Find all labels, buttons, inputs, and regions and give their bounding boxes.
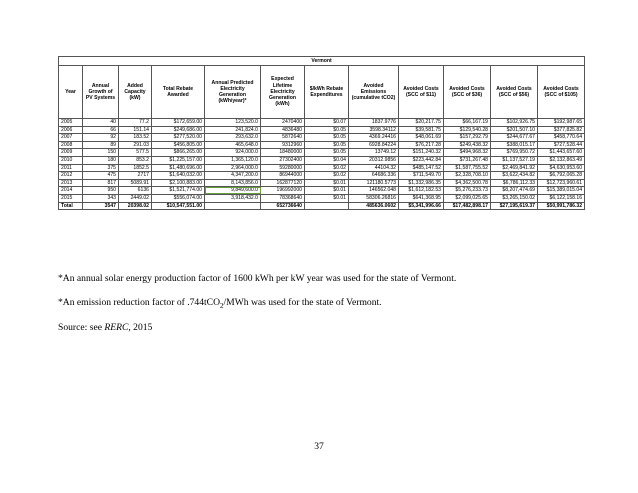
table-cell: 4369.24416 <box>349 134 399 142</box>
table-cell: $0.05 <box>305 134 349 142</box>
table-cell: 20312.9856 <box>349 156 399 164</box>
total-cell: $50,991,786.32 <box>538 202 585 210</box>
table-cell: 2014 <box>59 187 83 195</box>
column-header: Expected Lifetime Electricity Generation (kWh) <box>261 66 305 119</box>
table-cell: 9312960 <box>261 141 305 149</box>
table-cell: 2010 <box>59 156 83 164</box>
table-cell: $6,792,065.28 <box>538 172 585 180</box>
table-cell: $1,137,527.19 <box>491 156 538 164</box>
table-cell: $249,438.32 <box>444 141 491 149</box>
table-cell: 2011 <box>59 164 83 172</box>
table-cell: 1,365,120.0 <box>205 156 261 164</box>
column-header: Avoided Costs (SCC of $36) <box>444 66 491 119</box>
table-cell: 1837.9776 <box>349 119 399 127</box>
table-cell: 924,000.0 <box>205 149 261 157</box>
total-cell: $10,547,551.00 <box>152 202 205 210</box>
table-cell: 6928.84224 <box>349 141 399 149</box>
table-cell: 2,964,000.0 <box>205 164 261 172</box>
table-cell: 27302400 <box>261 156 305 164</box>
table-cell: $0.04 <box>305 156 349 164</box>
table-cell: $1,225,157.00 <box>152 156 205 164</box>
emission-note-text: *An emission reduction factor of .744tCO <box>58 297 220 308</box>
table-cell: $1,443,657.60 <box>538 149 585 157</box>
table-cell: 3598.34112 <box>349 126 399 134</box>
table-cell: $388,015.17 <box>491 141 538 149</box>
table-row <box>59 164 585 172</box>
table-cell: $6,122,158.16 <box>538 194 585 202</box>
table-cell: $485,147.52 <box>399 164 444 172</box>
column-header: Annual Predicted Electricity Generation (kWh/year)* <box>205 66 261 119</box>
total-cell <box>305 202 349 210</box>
vermont-data-table <box>58 56 585 210</box>
table-cell: 150 <box>83 149 119 157</box>
table-cell: $0.01 <box>305 187 349 195</box>
table-cell: $456,805.00 <box>152 141 205 149</box>
table-cell: 77.2 <box>119 119 152 127</box>
column-header: $/kWh Rebate Expenditures <box>305 66 349 119</box>
table-cell: 4,347,200.0 <box>205 172 261 180</box>
table-cell: $5,276,233.73 <box>444 187 491 195</box>
table-cell: $727,528.44 <box>538 141 585 149</box>
table-cell: 293,632.0 <box>205 134 261 142</box>
table-cell: $129,540.28 <box>444 126 491 134</box>
total-cell <box>205 202 261 210</box>
table-row <box>59 194 585 202</box>
production-factor-note: *An annual solar energy production factor of 1600 kWh per kW year was used for the state of Vermont. <box>58 273 457 284</box>
table-cell: 465,648.0 <box>205 141 261 149</box>
table-cell: 5872640 <box>261 134 305 142</box>
table-cell: $249,686.00 <box>152 126 205 134</box>
table-row <box>59 119 585 127</box>
table-cell: $277,520.00 <box>152 134 205 142</box>
table-cell: 291.03 <box>119 141 152 149</box>
table-cell: $2,100,883.00 <box>152 179 205 187</box>
table-cell: $4,630,953.60 <box>538 164 585 172</box>
table-cell: 66 <box>83 126 119 134</box>
table-cell: 3,918,432.0 <box>205 194 261 202</box>
column-header: Year <box>59 66 83 119</box>
table-cell: 183.52 <box>119 134 152 142</box>
total-cell: 3547 <box>83 202 119 210</box>
table-cell: 6136 <box>119 187 152 195</box>
table-cell: $0.05 <box>305 149 349 157</box>
table-cell: 241,824.0 <box>205 126 261 134</box>
table-cell: $641,368.95 <box>399 194 444 202</box>
total-cell: 652736640 <box>261 202 305 210</box>
table-cell: 13749.12 <box>349 149 399 157</box>
table-cell: 2013 <box>59 179 83 187</box>
table-cell: $458,770.64 <box>538 134 585 142</box>
table-cell: $201,507.10 <box>491 126 538 134</box>
table-cell: 375 <box>83 164 119 172</box>
column-header: Avoided Emissions (cumulative tCO2) <box>349 66 399 119</box>
table-cell: 817 <box>83 179 119 187</box>
table-cell: $1,587,755.52 <box>444 164 491 172</box>
table-cell: 151.14 <box>119 126 152 134</box>
table-cell: 475 <box>83 172 119 180</box>
table-cell: $3,265,150.02 <box>491 194 538 202</box>
table-row <box>59 172 585 180</box>
table-cell: 123,520.0 <box>205 119 261 127</box>
table-cell: $377,825.82 <box>538 126 585 134</box>
table-cell: $0.02 <box>305 172 349 180</box>
table-cell: $731,267.48 <box>444 156 491 164</box>
table-cell: 2015 <box>59 194 83 202</box>
table-cell: $769,950.72 <box>491 149 538 157</box>
table-row <box>59 149 585 157</box>
table-cell: 196992000 <box>261 187 305 195</box>
table-cell: 18480000 <box>261 149 305 157</box>
table-cell: $1,612,182.53 <box>399 187 444 195</box>
table-cell: 8,143,856.0 <box>205 179 261 187</box>
emission-note-text-end: /MWh was used for the state of Vermont. <box>223 297 382 308</box>
table-cell: 92 <box>83 134 119 142</box>
table-cell: $2,132,863.49 <box>538 156 585 164</box>
total-cell: $5,341,996.66 <box>399 202 444 210</box>
table-cell: $4,362,500.78 <box>444 179 491 187</box>
table-cell: 2005 <box>59 119 83 127</box>
table-cell: $66,167.19 <box>444 119 491 127</box>
page-number: 37 <box>314 441 324 452</box>
table-cell: 40 <box>83 119 119 127</box>
table-cell: $866,265.00 <box>152 149 205 157</box>
table-cell: 2449.02 <box>119 194 152 202</box>
table-cell: $1,640,032.00 <box>152 172 205 180</box>
table-cell: $6,786,112.33 <box>491 179 538 187</box>
table-cell: $1,480,696.00 <box>152 164 205 172</box>
column-header: Avoided Costs (SCC of $105) <box>538 66 585 119</box>
column-header: Avoided Costs (SCC of $11) <box>399 66 444 119</box>
table-cell: 2007 <box>59 134 83 142</box>
table-row <box>59 134 585 142</box>
table-cell: $494,968.32 <box>444 149 491 157</box>
table-cell: 58306.26816 <box>349 194 399 202</box>
table-cell: $2,328,708.10 <box>444 172 491 180</box>
table-row <box>59 141 585 149</box>
table-body <box>59 119 585 210</box>
table-cell: 9,849,600.0 <box>205 187 261 195</box>
column-header: Total Rebate Awarded <box>152 66 205 119</box>
table-cell: 180 <box>83 156 119 164</box>
table-row <box>59 187 585 195</box>
table-cell: $12,723,960.61 <box>538 179 585 187</box>
table-cell: 64686.336 <box>349 172 399 180</box>
table-cell: 950 <box>83 187 119 195</box>
source-note <box>58 322 152 333</box>
table-cell: $76,217.28 <box>399 141 444 149</box>
table-cell: $192,987.65 <box>538 119 585 127</box>
table-cell: $556,074.00 <box>152 194 205 202</box>
table-cell: 343 <box>83 194 119 202</box>
table-cell: 1852.5 <box>119 164 152 172</box>
table-cell: $0.07 <box>305 119 349 127</box>
table-cell: $102,926.75 <box>491 119 538 127</box>
table-cell: $3,622,434.82 <box>491 172 538 180</box>
table-cell: $0.05 <box>305 126 349 134</box>
table-cell: $15,389,015.04 <box>538 187 585 195</box>
table-cell: $48,061.69 <box>399 134 444 142</box>
total-row <box>59 202 585 210</box>
table-cell: $0.01 <box>305 194 349 202</box>
table-cell: $1,521,774.00 <box>152 187 205 195</box>
table-row <box>59 126 585 134</box>
table-cell: 4836480 <box>261 126 305 134</box>
total-cell: $17,482,898.17 <box>444 202 491 210</box>
table-row <box>59 179 585 187</box>
total-cell: Total <box>59 202 83 210</box>
table-cell: $151,240.32 <box>399 149 444 157</box>
table-cell: $244,677.67 <box>491 134 538 142</box>
table-cell: $39,581.75 <box>399 126 444 134</box>
source-suffix: , 2015 <box>128 322 153 333</box>
table-cell: 59280000 <box>261 164 305 172</box>
table-cell: 121180.5773 <box>349 179 399 187</box>
table-cell: $223,442.84 <box>399 156 444 164</box>
table-cell: $20,217.75 <box>399 119 444 127</box>
table-cell: 86944000 <box>261 172 305 180</box>
table-cell: $711,549.70 <box>399 172 444 180</box>
total-cell: 20398.02 <box>119 202 152 210</box>
table-cell: 146562.048 <box>349 187 399 195</box>
column-header: Added Capacity (kW) <box>119 66 152 119</box>
table-cell: 2009 <box>59 149 83 157</box>
table-cell: $2,099,025.65 <box>444 194 491 202</box>
table-cell: $2,469,841.92 <box>491 164 538 172</box>
emission-note-subscript: 2 <box>220 301 224 310</box>
table-row <box>59 156 585 164</box>
table-cell: $1,332,986.35 <box>399 179 444 187</box>
total-cell: $27,195,619.37 <box>491 202 538 210</box>
table-cell: $172,659.00 <box>152 119 205 127</box>
total-cell: 485636.0602 <box>349 202 399 210</box>
table-cell: 853.2 <box>119 156 152 164</box>
table-cell: 2470400 <box>261 119 305 127</box>
table-header-row <box>59 66 585 119</box>
table-cell: 2006 <box>59 126 83 134</box>
source-reference: RERC <box>104 322 129 333</box>
table-cell: $0.02 <box>305 164 349 172</box>
table-state-title: Vermont <box>59 57 585 66</box>
table-cell: 5089.91 <box>119 179 152 187</box>
table-cell: 162877120 <box>261 179 305 187</box>
table-cell: 2008 <box>59 141 83 149</box>
table-cell: 2717 <box>119 172 152 180</box>
source-prefix: Source: see <box>58 322 105 333</box>
table-cell: 577.5 <box>119 149 152 157</box>
table-cell: 78368640 <box>261 194 305 202</box>
table-cell: $157,292.79 <box>444 134 491 142</box>
table-cell: $8,207,474.69 <box>491 187 538 195</box>
emission-factor-note <box>58 297 382 310</box>
table-cell: 2012 <box>59 172 83 180</box>
table-cell: $0.05 <box>305 141 349 149</box>
table-cell: 89 <box>83 141 119 149</box>
column-header: Avoided Costs (SCC of $56) <box>491 66 538 119</box>
column-header: Annual Growth of PV Systems <box>83 66 119 119</box>
table-cell: $0.01 <box>305 179 349 187</box>
table-cell: 44104.32 <box>349 164 399 172</box>
